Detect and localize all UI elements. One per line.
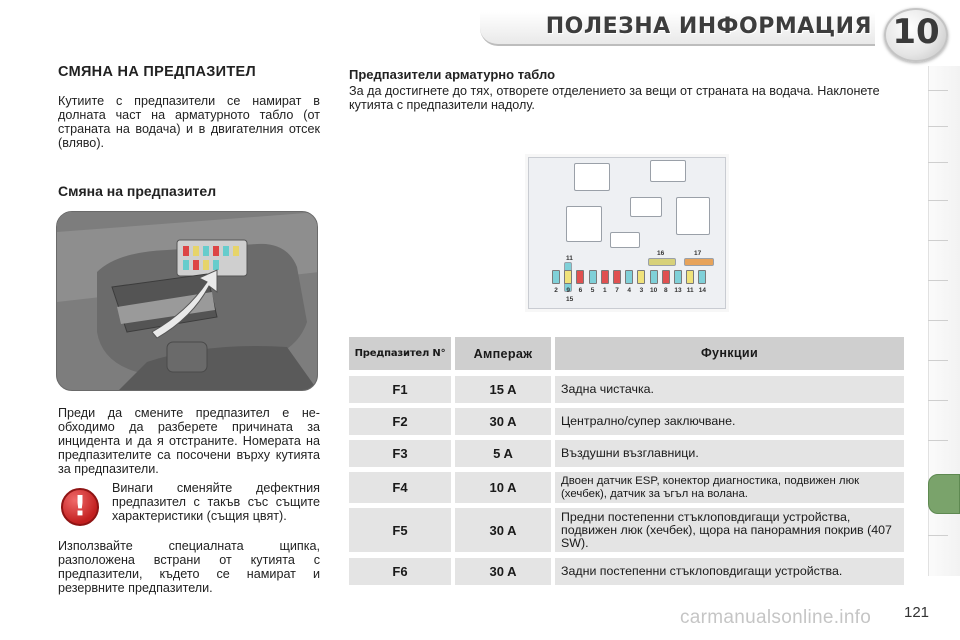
fuse-box-photo [56,211,318,391]
diagram-relay [574,163,610,191]
diagram-fuse [637,270,645,284]
diagram-fuse-label: 11 [686,287,694,294]
fuse-function: Предни постепенни стъклоповдигащи устройства, подвижен люк (хечбек), щора на панорамния покрив (407 SW). [555,508,904,552]
fuse-id: F6 [349,558,451,585]
diagram-fuse-label: 6 [578,287,583,294]
diagram-fuse [613,270,621,284]
fuse-function: Задни постепенни стъклоповдигащи устройства. [555,558,904,585]
fuse-amperage: 10 A [455,472,551,503]
chapter-tab[interactable] [928,280,948,281]
chapter-tab[interactable] [928,400,948,401]
fuse-function: Задна чистачка. [555,376,904,403]
fuse-amperage: 5 A [455,440,551,467]
fuse-function: Двоен датчик ESP, конектор диагностика, подвижен люк (хечбек), датчик за ъгъл на волана. [555,472,904,503]
fuse-box-photo-illustration [57,212,318,391]
fuse-id: F3 [349,440,451,467]
table-row [349,472,904,503]
diagram-fuse [674,270,682,284]
watermark: carmanualsonline.info [680,607,872,628]
diagram-label-16: 16 [657,250,665,257]
diagram-relay [566,206,602,242]
chapter-tab[interactable] [928,440,948,441]
diagram-fuse [552,270,560,284]
diagram-fuse [686,270,694,284]
diagram-label-11: 11 [566,255,573,262]
diagram-relay [610,232,640,248]
header-fuse-number: Предпазител N° [349,337,451,370]
diagram-fuse [650,270,658,284]
diagram-fuse-label: 4 [627,287,631,294]
chapter-tab[interactable] [928,162,948,163]
exclamation-icon: ! [73,489,87,522]
diagram-fuse-label: 14 [698,287,706,294]
diagram-maxi-fuse-16 [648,258,676,266]
chapter-tab[interactable] [928,320,948,321]
chapter-tab[interactable] [928,535,948,536]
diagram-fuse-label: 3 [639,287,644,294]
intro-paragraph: Кутиите с предпазители се намират в долната част на арматурното табло (от страната на водача) и в двигателния отсек (вляво). [58,94,320,150]
before-replacing-paragraph: Преди да смените предпазител е необходимо да разберете причината за инцидента и да я отстраните. Номерата на предпазителите са посочени върху кутията за предпазители. [58,406,320,476]
section-heading: СМЯНА НА ПРЕДПАЗИТЕЛ [58,64,256,80]
clip-paragraph: Използвайте специалната щипка, разположена встрани от кутията с предпазители, където се намират и резервните предпазители. [58,539,320,595]
fuse-id: F2 [349,408,451,435]
diagram-fuse-label: 2 [554,287,558,294]
table-row [349,440,904,467]
fuse-id: F1 [349,376,451,403]
diagram-fuse [589,270,597,284]
dashboard-fuses-heading: Предпазители арматурно табло [349,67,556,82]
diagram-fuse [625,270,633,284]
diagram-fuse [576,270,584,284]
diagram-maxi-fuse-17 [684,258,714,266]
fuse-amperage: 15 A [455,376,551,403]
header-amperage: Ампераж [455,337,551,370]
diagram-label-15: 15 [566,296,574,303]
fuse-function: Централно/супер заключване. [555,408,904,435]
table-row [349,408,904,435]
diagram-fuse-label: 9 [566,287,570,294]
diagram-relay [650,160,686,182]
table-header-row [349,337,904,370]
diagram-fuse [662,270,670,284]
dashboard-fuses-intro: За да достигнете до тях, отворете отделението за вещи от страната на водача. Наклонете кутията с предпазители надолу. [349,84,880,112]
diagram-fuse [698,270,706,284]
table-row [349,376,904,403]
warning-paragraph: Винаги сменяйте дефектния предпазител с такъв със същите характеристики (същия цвят). [112,481,320,523]
chapter-tab[interactable] [928,240,948,241]
header-functions: Функции [555,337,904,370]
chapter-tab[interactable] [928,90,948,91]
diagram-relay [676,197,710,235]
fuse-id: F5 [349,508,451,552]
table-row [349,508,904,552]
fuse-amperage: 30 A [455,558,551,585]
subsection-heading: Смяна на предпазител [58,183,217,199]
chapter-tab[interactable] [928,200,948,201]
diagram-fuse-label: 5 [590,287,595,294]
chapter-tab[interactable] [928,126,948,127]
chapter-number: 10 [892,12,940,52]
diagram-fuse-label: 10 [649,287,658,294]
page-title: ПОЛЕЗНА ИНФОРМАЦИЯ [545,14,872,39]
table-row [349,558,904,585]
diagram-fuse-label: 13 [674,287,682,294]
diagram-fuse-label: 1 [602,287,607,294]
diagram-fuse [564,270,572,284]
diagram-relay [630,197,662,217]
diagram-fuse-label: 8 [663,287,668,294]
chapter-tab-active[interactable] [928,474,960,514]
diagram-fuse-label: 7 [615,287,619,294]
fuse-function: Въздушни възглавници. [555,440,904,467]
fuse-amperage: 30 A [455,508,551,552]
diagram-fuse [601,270,609,284]
fuse-id: F4 [349,472,451,503]
page-number: 121 [904,604,930,621]
diagram-label-17: 17 [694,250,702,257]
fuse-amperage: 30 A [455,408,551,435]
chapter-tab[interactable] [928,360,948,361]
